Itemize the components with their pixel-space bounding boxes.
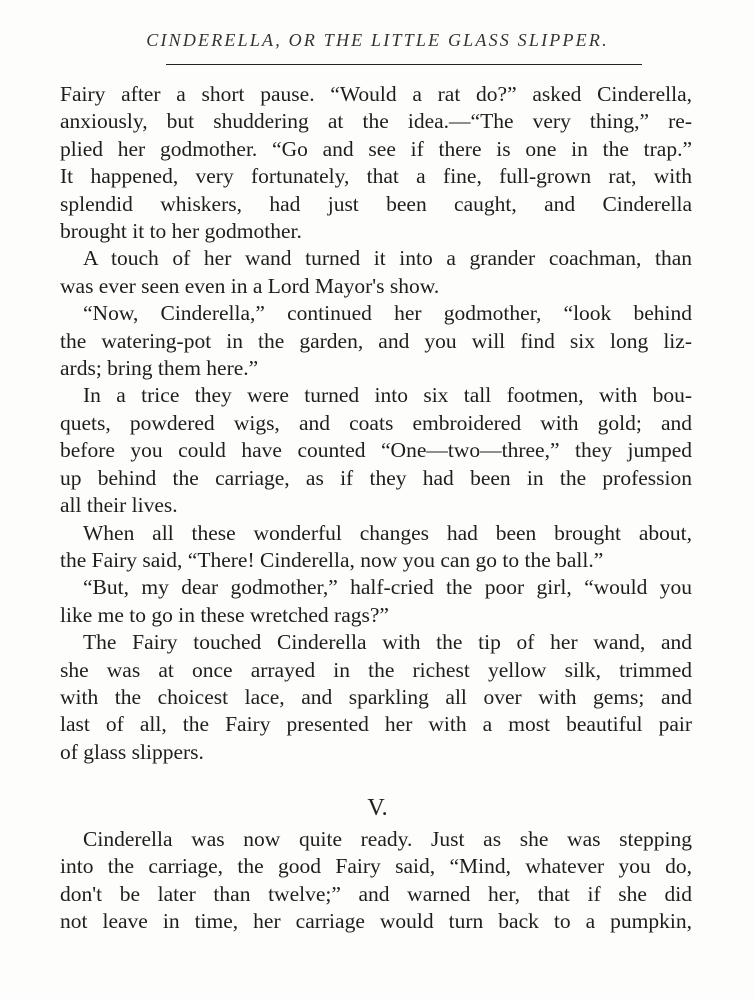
text-line: When all these wonderful changes had been brought about, [83,520,692,545]
text-line: all their lives. [60,493,178,518]
text-line: “Now, Cinderella,” continued her godmother, “look behind [83,301,692,326]
paragraph [60,81,692,245]
body-text [60,81,692,766]
text-line: not leave in time, her carriage would turn back to a pumpkin, [60,909,692,934]
text-line: splendid whiskers, had just been caught, and Cinderella [60,191,692,216]
text-line: A touch of her wand turned it into a grander coachman, than [83,246,692,271]
text-line: plied her godmother. “Go and see if there is one in the trap.” [60,136,692,161]
text-line: brought it to her godmother. [60,219,302,244]
paragraph [60,826,692,936]
text-line: don't be later than twelve;” and warned her, that if she did [60,881,692,906]
text-line: was ever seen even in a Lord Mayor's show. [60,273,440,298]
text-line: the Fairy said, “There! Cinderella, now you can go to the ball.” [60,547,604,572]
text-line: last of all, the Fairy presented her with a most beautiful pair [60,712,692,737]
text-line: with the choicest lace, and sparkling all over with gems; and [60,684,692,709]
running-head: CINDERELLA, OR THE LITTLE GLASS SLIPPER. [146,30,609,50]
section-number: V. [367,795,388,821]
text-line: she was at once arrayed in the richest yellow silk, trimmed [60,657,692,682]
header-rule [166,64,642,65]
text-line: into the carriage, the good Fairy said, “Mind, whatever you do, [60,854,692,879]
paragraph [60,245,692,300]
text-line: like me to go in these wretched rags?” [60,602,389,627]
text-line: Fairy after a short pause. “Would a rat do?” asked Cinderella, [60,82,692,106]
text-line: Cinderella was now quite ready. Just as she was stepping [83,827,692,851]
text-line: quets, powdered wigs, and coats embroidered with gold; and [60,410,692,435]
text-line: of glass slippers. [60,739,204,764]
text-line: the watering-pot in the garden, and you will find six long liz- [60,328,692,353]
text-line: In a trice they were turned into six tall footmen, with bou- [83,383,692,408]
text-line: before you could have counted “One—two—three,” they jumped [60,438,692,463]
text-line: up behind the carriage, as if they had been in the profession [60,465,692,490]
paragraph [60,382,692,519]
text-line: It happened, very fortunately, that a fine, full-grown rat, with [60,164,692,189]
text-line: The Fairy touched Cinderella with the tip of her wand, and [83,630,692,655]
paragraph [60,629,692,766]
section-body-text [60,826,692,936]
paragraph [60,574,692,629]
text-line: “But, my dear godmother,” half-cried the poor girl, “would you [83,575,692,600]
paragraph [60,300,692,382]
text-line: anxiously, but shuddering at the idea.—“The very thing,” re- [60,109,692,134]
text-line: ards; bring them here.” [60,356,259,381]
paragraph [60,520,692,575]
